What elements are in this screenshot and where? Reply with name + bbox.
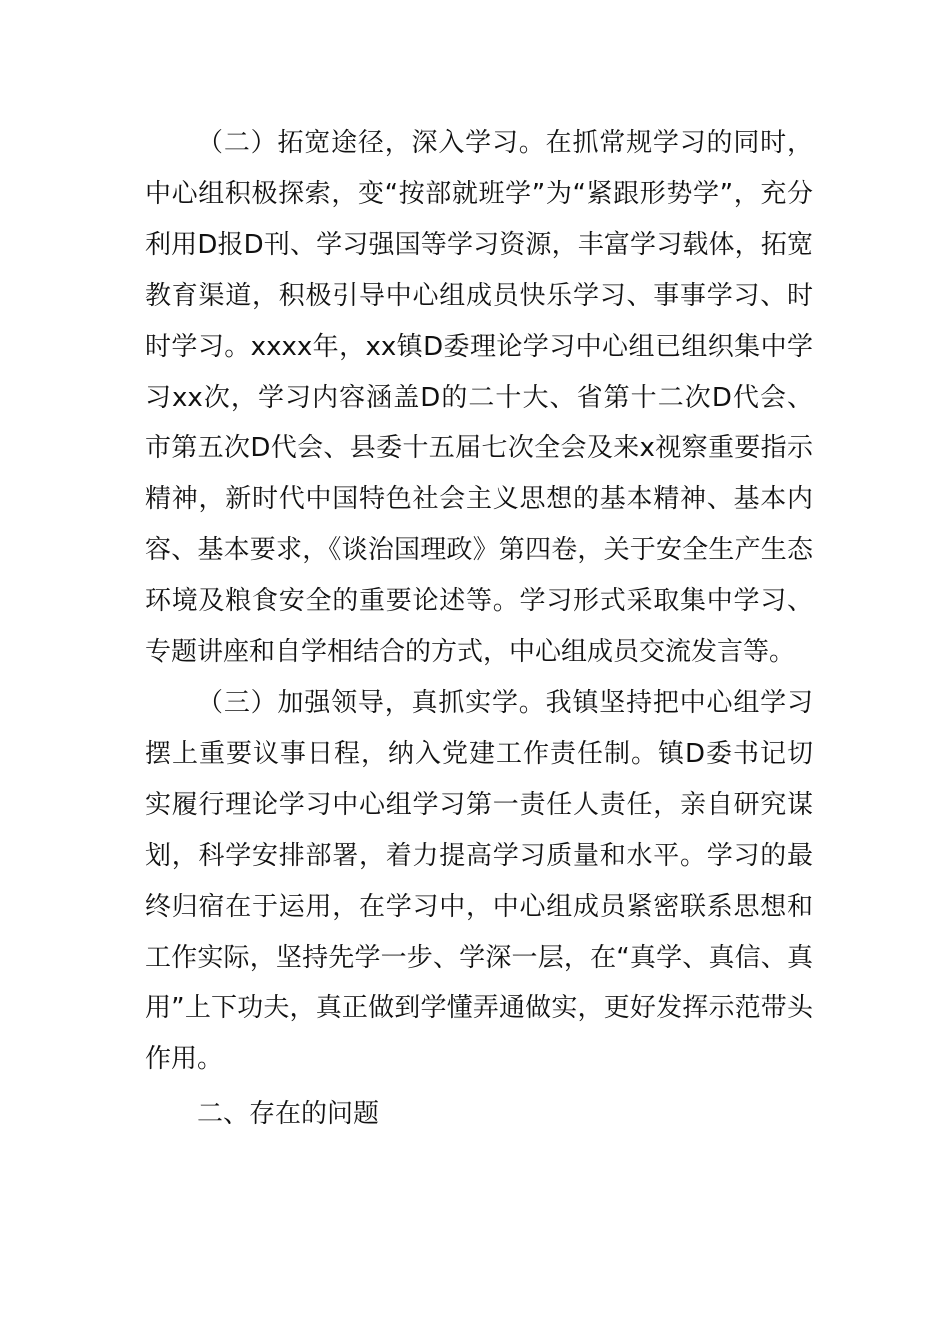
document-body [145,118,813,1140]
section-heading-problems: 二、存在的问题 [197,1099,380,1130]
paragraph-broaden-learning: （二）拓宽途径，深入学习。在抓常规学习的同时，中心组积极探索，变“按部就班学”为“紧跟形势学”，充分利用D报D刊、学习强国等学习资源，丰富学习载体，拓宽教育渠道，积极引导中心组成员快乐学习、事事学习、时时学习。xxxx年，xx镇D委理论学习中心组已组织集中学习xx次，学习内容涵盖D的二十大、省第十二次D代会、市第五次D代会、县委十五届七次全会及来x视察重要指示精神，新时代中国特色社会主义思想的基本精神、基本内容、基本要求，《谈治国理政》第四卷，关于安全生产生态环境及粮食安全的重要论述等。学习形式采取集中学习、专题讲座和自学相结合的方式，中心组成员交流发言等。 [145,128,813,668]
paragraph-strengthen-leadership: （三）加强领导，真抓实学。我镇坚持把中心组学习摆上重要议事日程，纳入党建工作责任制。镇D委书记切实履行理论学习中心组学习第一责任人责任，亲自研究谋划，科学安排部署，着力提高学习质量和水平。学习的最终归宿在于运用，在学习中，中心组成员紧密联系思想和工作实际，坚持先学一步、学深一层，在“真学、真信、真用”上下功夫，真正做到学懂弄通做实，更好发挥示范带头作用。 [145,687,813,1075]
